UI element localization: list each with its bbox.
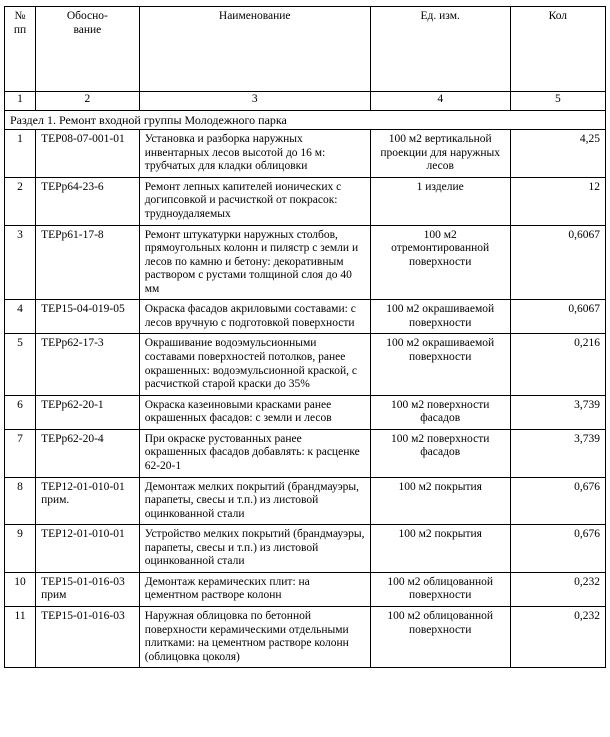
row-number: 1 [5,130,36,178]
row-justification: ТЕР15-04-019-05 [36,300,140,334]
section-title-row [5,111,606,130]
header-cell-name [139,7,370,92]
row-quantity: 0,6067 [510,225,605,300]
column-number-3: 3 [139,92,370,111]
row-number: 11 [5,607,36,668]
row-number: 10 [5,572,36,606]
row-number: 9 [5,525,36,573]
column-number-5: 5 [510,92,605,111]
table-header [5,7,606,92]
header-justification-line1: Обосно- [66,10,108,22]
row-name: Демонтаж мелких покрытий (брандмауэры, парапеты, свесы и т.п.) из листовой оцинкованной стали [139,477,370,525]
row-justification: ТЕР08-07-001-01 [36,130,140,178]
column-number-1: 1 [5,92,36,111]
row-justification: ТЕР15-01-016-03 [36,607,140,668]
row-justification: ТЕР15-01-016-03 прим [36,572,140,606]
row-number: 8 [5,477,36,525]
row-quantity: 0,676 [510,525,605,573]
header-quantity-label: Кол [548,10,568,22]
row-justification: ТЕРр64-23-6 [36,177,140,225]
column-number-4: 4 [370,92,510,111]
row-name: Наружная облицовка по бетонной поверхности керамическими отдельными плитками: на цементном растворе колонн (облицовка цоколя) [139,607,370,668]
section-title: Раздел 1. Ремонт входной группы Молодежного парка [5,111,606,130]
column-number-2: 2 [36,92,140,111]
row-unit: 100 м2 облицованной поверхности [370,607,510,668]
row-unit: 100 м2 поверхности фасадов [370,429,510,477]
row-name: Демонтаж керамических плит: на цементном растворе колонн [139,572,370,606]
row-justification: ТЕРр62-17-3 [36,334,140,395]
row-justification: ТЕР12-01-010-01 прим. [36,477,140,525]
row-quantity: 3,739 [510,395,605,429]
table-row [5,395,606,429]
row-number: 4 [5,300,36,334]
row-unit: 100 м2 покрытия [370,477,510,525]
row-quantity: 3,739 [510,429,605,477]
row-unit: 100 м2 отремонтированной поверхности [370,225,510,300]
row-unit: 100 м2 покрытия [370,525,510,573]
table-row [5,572,606,606]
row-unit: 100 м2 поверхности фасадов [370,395,510,429]
row-name: Окрашивание водоэмульсионными составами поверхностей потолков, ранее окрашенных: водоэмульсионной краской, с расчисткой старой краски до 35% [139,334,370,395]
table-body [5,92,606,668]
table-row [5,225,606,300]
table-row [5,334,606,395]
row-number: 2 [5,177,36,225]
header-unit-label: Ед. изм. [420,10,460,22]
row-name: Установка и разборка наружных инвентарных лесов высотой до 16 м: трубчатых для кладки облицовки [139,130,370,178]
row-number: 6 [5,395,36,429]
row-name: При окраске рустованных ранее окрашенных фасадов добавлять: к расценке 62-20-1 [139,429,370,477]
row-justification: ТЕРр62-20-1 [36,395,140,429]
row-number: 3 [5,225,36,300]
header-row [5,7,606,92]
row-justification: ТЕРр62-20-4 [36,429,140,477]
table-row [5,300,606,334]
row-name: Ремонт лепных капителей ионических с догипсовкой и расчисткой от покрасок: трудноудаляемых [139,177,370,225]
header-cell-justification [36,7,140,92]
row-justification: ТЕРр61-17-8 [36,225,140,300]
row-quantity: 0,676 [510,477,605,525]
column-numbering-row [5,92,606,111]
row-quantity: 0,6067 [510,300,605,334]
table-row [5,130,606,178]
row-quantity: 4,25 [510,130,605,178]
row-number: 7 [5,429,36,477]
table-row [5,607,606,668]
row-name: Окраска фасадов акриловыми составами: с лесов вручную с подготовкой поверхности [139,300,370,334]
estimate-table [4,6,606,668]
header-number-line1: № [14,10,26,22]
row-quantity: 12 [510,177,605,225]
table-row [5,429,606,477]
header-cell-unit [370,7,510,92]
row-quantity: 0,232 [510,607,605,668]
row-unit: 100 м2 вертикальной проекции для наружных лесов [370,130,510,178]
header-name-label: Наименование [218,10,291,22]
row-name: Устройство мелких покрытий (брандмауэры, парапеты, свесы и т.п.) из листовой оцинкованной стали [139,525,370,573]
table-row [5,177,606,225]
row-number: 5 [5,334,36,395]
row-name: Ремонт штукатурки наружных столбов, прямоугольных колонн и пилястр с земли и лесов по камню и бетону: декоративным раствором с рустами толщиной слоя до 40 мм [139,225,370,300]
row-unit: 100 м2 окрашиваемой поверхности [370,300,510,334]
row-quantity: 0,216 [510,334,605,395]
table-row [5,525,606,573]
header-number-line2: пп [13,23,27,36]
row-unit: 1 изделие [370,177,510,225]
header-cell-number [5,7,36,92]
header-justification-line2: вание [73,23,102,36]
row-quantity: 0,232 [510,572,605,606]
row-justification: ТЕР12-01-010-01 [36,525,140,573]
row-unit: 100 м2 окрашиваемой поверхности [370,334,510,395]
row-unit: 100 м2 облицованной поверхности [370,572,510,606]
row-name: Окраска казеиновыми красками ранее окрашенных фасадов: с земли и лесов [139,395,370,429]
table-row [5,477,606,525]
header-cell-quantity [510,7,605,92]
